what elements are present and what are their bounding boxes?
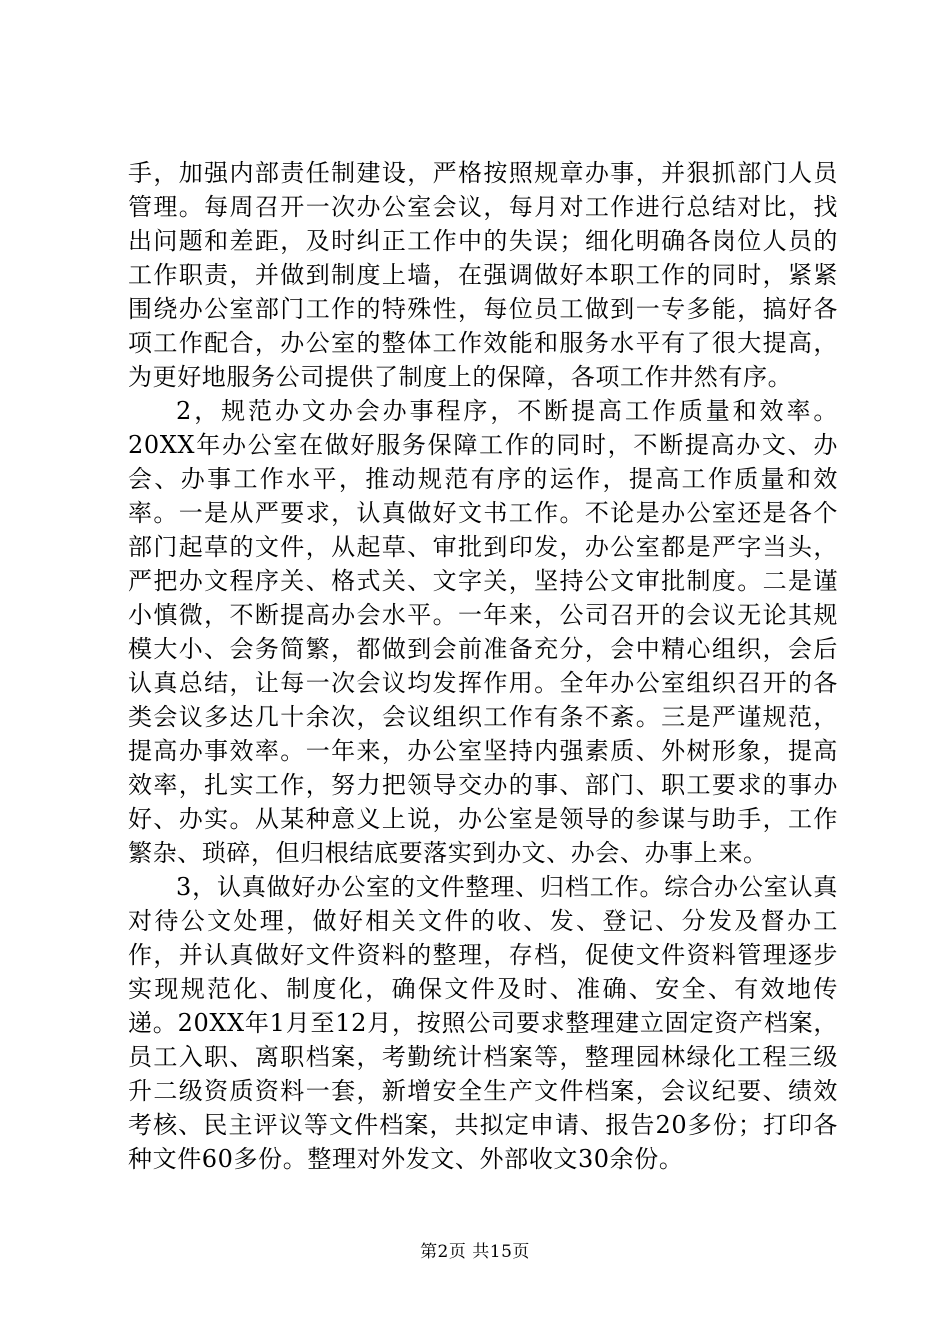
- paragraph-item-3: 3，认真做好办公室的文件整理、归档工作。综合办公室认真对待公文处理，做好相关文件的收、发、登记、分发及督办工作，并认真做好文件资料的整理，存档，促使文件资料管理逐步实现规范化、制度化，确保文件及时、准确、安全、有效地传递。20XX年1月至12月，按照公司要求整理建立固定资产档案，员工入职、离职档案，考勤统计档案等，整理园林绿化工程三级升二级资质资料一套，新增安全生产文件档案，会议纪要、绩效考核、民主评议等文件档案，共拟定申请、报告20多份；打印各种文件60多份。整理对外发文、外部收文30余份。: [128, 873, 838, 1173]
- paragraph-continuation: 手，加强内部责任制建设，严格按照规章办事，并狠抓部门人员管理。每周召开一次办公室会议，每月对工作进行总结对比，找出问题和差距，及时纠正工作中的失误；细化明确各岗位人员的工作职责，并做到制度上墙，在强调做好本职工作的同时，紧紧围绕办公室部门工作的特殊性，每位员工做到一专多能，搞好各项工作配合，办公室的整体工作效能和服务水平有了很大提高，为更好地服务公司提供了制度上的保障，各项工作井然有序。: [128, 159, 838, 391]
- paragraph-item-2: 2，规范办文办会办事程序，不断提高工作质量和效率。20XX年办公室在做好服务保障工作的同时，不断提高办文、办会、办事工作水平，推动规范有序的运作，提高工作质量和效率。一是从严要求，认真做好文书工作。不论是办公室还是各个部门起草的文件，从起草、审批到印发，办公室都是严字当头，严把办文程序关、格式关、文字关，坚持公文审批制度。二是谨小慎微，不断提高办会水平。一年来，公司召开的会议无论其规模大小、会务简繁，都做到会前准备充分，会中精心组织，会后认真总结，让每一次会议均发挥作用。全年办公室组织召开的各类会议多达几十余次，会议组织工作有条不紊。三是严谨规范，提高办事效率。一年来，办公室坚持内强素质、外树形象，提高效率，扎实工作，努力把领导交办的事、部门、职工要求的事办好、办实。从某种意义上说，办公室是领导的参谋与助手，工作繁杂、琐碎，但归根结底要落实到办文、办会、办事上来。: [128, 397, 838, 867]
- document-body: [128, 156, 838, 1176]
- page-number-footer: 第2页 共15页: [420, 1242, 530, 1262]
